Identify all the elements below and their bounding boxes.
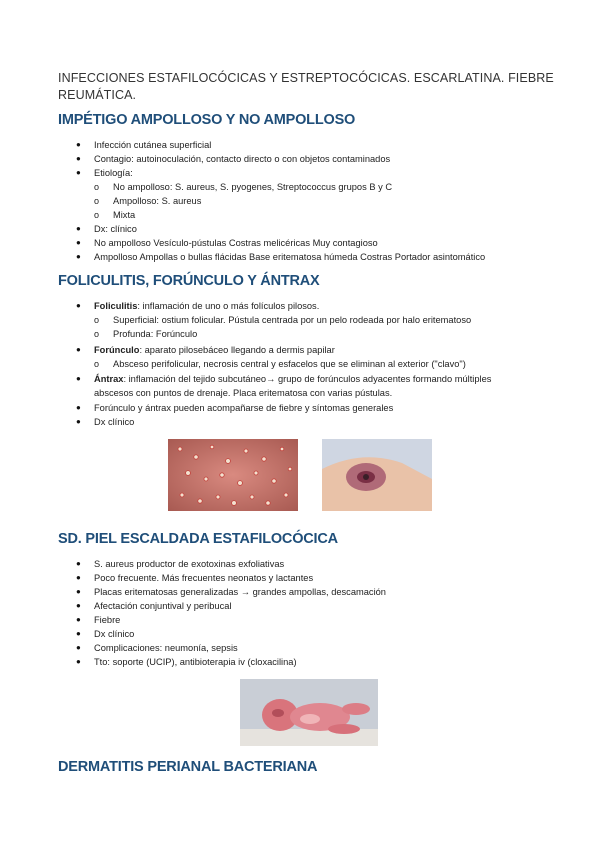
- definition-foliculitis: : inflamación de uno o más folículos pilosos.: [137, 301, 320, 311]
- list-item: Afectación conjuntival y peribucal: [94, 601, 232, 611]
- list-item: Placas eritematosas generalizadas → grandes ampollas, descamación: [94, 587, 386, 597]
- bullet-icon: ●: [76, 374, 81, 383]
- heading-piel-escaldada: SD. PIEL ESCALDADA ESTAFILOCÓCICA: [58, 531, 338, 547]
- foliculitis-photo-graphic: [168, 439, 298, 511]
- bullet-icon: ●: [76, 573, 81, 582]
- term-antrax: Ántrax: [94, 374, 124, 384]
- term-forunculo: Forúnculo: [94, 345, 140, 355]
- sub-list-item: Profunda: Forúnculo: [113, 329, 198, 339]
- list-item: Infección cutánea superficial: [94, 140, 212, 150]
- forunculo-photo-graphic: [322, 439, 432, 511]
- sub-list-item: Ampolloso: S. aureus: [113, 196, 202, 206]
- sub-bullet-icon: o: [94, 315, 100, 325]
- bullet-icon: ●: [76, 559, 81, 568]
- piel-escaldada-photo-graphic: [240, 679, 378, 746]
- forunculo-photo: [322, 439, 432, 511]
- heading-foliculitis: FOLICULITIS, FORÚNCULO Y ÁNTRAX: [58, 273, 320, 289]
- sub-list-item: Superficial: ostium folicular. Pústula centrada por un pelo rodeada por halo eritematoso: [113, 315, 472, 325]
- list-item: Etiología:: [94, 168, 133, 178]
- list-item: Poco frecuente. Más frecuentes neonatos y lactantes: [94, 573, 314, 583]
- bullet-icon: ●: [76, 629, 81, 638]
- piel-escaldada-photo: [240, 679, 378, 746]
- bullet-icon: ●: [76, 252, 81, 261]
- list-item-antrax: [94, 373, 491, 385]
- bullet-icon: ●: [76, 587, 81, 596]
- sub-bullet-icon: o: [94, 210, 100, 220]
- bullet-icon: ●: [76, 403, 81, 412]
- heading-impetigo: IMPÉTIGO AMPOLLOSO Y NO AMPOLLOSO: [58, 112, 356, 128]
- bullet-icon: ●: [76, 140, 81, 149]
- sub-bullet-icon: o: [94, 359, 100, 369]
- bullet-icon: ●: [76, 154, 81, 163]
- sub-list-item: Mixta: [113, 210, 136, 220]
- list-item: Contagio: autoinoculación, contacto directo o con objetos contaminados: [94, 154, 391, 164]
- bullet-icon: ●: [76, 657, 81, 666]
- bullet-icon: ●: [76, 168, 81, 177]
- list-item: Dx clínico: [94, 629, 135, 639]
- list-item: Dx clínico: [94, 417, 135, 427]
- bullet-icon: ●: [76, 224, 81, 233]
- bullet-icon: ●: [76, 417, 81, 426]
- list-item: Forúnculo y ántrax pueden acompañarse de fiebre y síntomas generales: [94, 403, 394, 413]
- list-item-antrax-cont: abscesos con puntos de drenaje. Placa eritematosa con varias pústulas.: [94, 388, 393, 398]
- list-item: S. aureus productor de exotoxinas exfoliativas: [94, 559, 285, 569]
- sub-list-item: Absceso perifolicular, necrosis central y esfacelos que se eliminan al exterior ("clavo"): [113, 359, 466, 369]
- bullet-icon: ●: [76, 345, 81, 354]
- list-item-foliculitis: [94, 300, 319, 312]
- sub-bullet-icon: o: [94, 329, 100, 339]
- sub-list-item: No ampolloso: S. aureus, S. pyogenes, Streptococcus grupos B y C: [113, 182, 393, 192]
- bullet-icon: ●: [76, 301, 81, 310]
- list-item: Fiebre: [94, 615, 121, 625]
- sub-bullet-icon: o: [94, 196, 100, 206]
- bullet-icon: ●: [76, 238, 81, 247]
- foliculitis-photo: [168, 439, 298, 511]
- bullet-icon: ●: [76, 643, 81, 652]
- term-foliculitis: Foliculitis: [94, 301, 138, 311]
- list-item: Ampolloso Ampollas o bullas flácidas Base eritematosa húmeda Costras Portador asintomático: [94, 252, 486, 262]
- list-item: Dx: clínico: [94, 224, 137, 234]
- list-item: No ampolloso Vesículo-pústulas Costras melicéricas Muy contagioso: [94, 238, 378, 248]
- heading-dermatitis-perianal: DERMATITIS PERIANAL BACTERIANA: [58, 759, 318, 775]
- bullet-icon: ●: [76, 615, 81, 624]
- bullet-icon: ●: [76, 601, 81, 610]
- list-item: Tto: soporte (UCIP), antibioterapia iv (cloxacilina): [94, 657, 297, 667]
- sub-bullet-icon: o: [94, 182, 100, 192]
- document-title: INFECCIONES ESTAFILOCÓCICAS Y ESTREPTOCÓCICAS. ESCARLATINA. FIEBRE REUMÁTICA.: [58, 71, 554, 102]
- definition-forunculo: : aparato pilosebáceo llegando a dermis papilar: [139, 345, 335, 355]
- list-item: Complicaciones: neumonía, sepsis: [94, 643, 238, 653]
- list-item-forunculo: [94, 344, 335, 356]
- definition-antrax: : inflamación del tejido subcutáneo→ grupo de forúnculos adyacentes formando múltiples: [123, 374, 492, 384]
